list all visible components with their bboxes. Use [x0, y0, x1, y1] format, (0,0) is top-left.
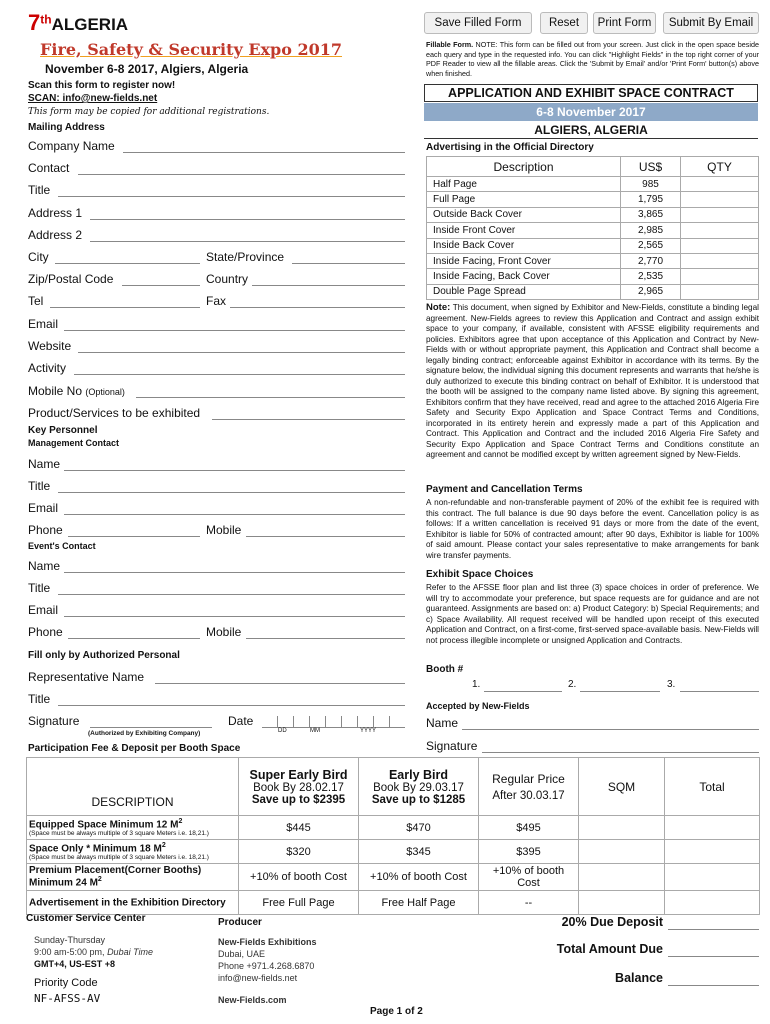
- address1-label: Address 1: [28, 206, 83, 220]
- fee-row: [27, 864, 760, 891]
- company-label: Company Name: [28, 139, 115, 153]
- fax-label: Fax: [206, 294, 227, 308]
- fees-col-total: Total: [665, 758, 760, 816]
- fee-regular: $495: [479, 816, 579, 840]
- fee-early: Free Half Page: [359, 891, 479, 915]
- fees-col-early: [359, 758, 479, 816]
- date-yyyy: YYYY: [360, 728, 377, 734]
- mgmt-contact-heading: Management Contact: [28, 438, 120, 448]
- ad-price: 2,770: [621, 253, 681, 268]
- mgmt-title-label: Title: [28, 479, 51, 493]
- total-due-label: Total Amount Due: [556, 942, 663, 956]
- fee-super-early: $445: [239, 816, 359, 840]
- fee-sqm-field[interactable]: [579, 864, 665, 891]
- ad-row: [427, 192, 759, 207]
- ad-price: 2,565: [621, 238, 681, 253]
- title-label: Title: [28, 183, 51, 197]
- booth-choice-2[interactable]: [580, 691, 660, 692]
- contract-place: ALGIERS, ALGERIA: [424, 122, 758, 139]
- website-label: Website: [28, 339, 72, 353]
- zip-label: Zip/Postal Code: [28, 272, 114, 286]
- ad-description: Inside Front Cover: [427, 223, 621, 238]
- country-field[interactable]: [252, 285, 405, 286]
- priority-code-label: Priority Code: [34, 977, 98, 989]
- event-title-label: Title: [28, 581, 51, 595]
- booth-choice-1[interactable]: [484, 691, 562, 692]
- ad-description: Inside Facing, Back Cover: [427, 269, 621, 284]
- mgmt-name-label: Name: [28, 457, 61, 471]
- title-field[interactable]: [58, 196, 405, 197]
- products-field[interactable]: [212, 419, 405, 420]
- accepted-signature-field[interactable]: [482, 752, 759, 753]
- fee-super-early: +10% of booth Cost: [239, 864, 359, 891]
- ad-row: [427, 238, 759, 253]
- advertising-heading: Advertising in the Official Directory: [426, 142, 594, 153]
- payment-heading: Payment and Cancellation Terms: [426, 484, 583, 495]
- auth-signature-label: Signature: [28, 714, 80, 728]
- booth-choice-1-label: 1.: [472, 679, 481, 690]
- accepted-name-field[interactable]: [462, 729, 759, 730]
- date-mm: MM: [310, 728, 320, 734]
- fax-field[interactable]: [230, 307, 405, 308]
- producer-company: New-Fields Exhibitions: [218, 937, 317, 947]
- expo-title: Fire, Safety & Security Expo 2017: [40, 40, 343, 59]
- fee-desc-sup: 2: [161, 841, 166, 849]
- ad-price: 2,965: [621, 284, 681, 299]
- ad-price: 2,535: [621, 269, 681, 284]
- fee-early: +10% of booth Cost: [359, 864, 479, 891]
- total-due-field[interactable]: [668, 956, 759, 957]
- event-name-field[interactable]: [64, 572, 405, 573]
- ad-qty-field[interactable]: [681, 238, 759, 253]
- fee-regular: --: [479, 891, 579, 915]
- mgmt-phone-field[interactable]: [68, 536, 200, 537]
- ad-price: 2,985: [621, 223, 681, 238]
- edition-suffix: th: [40, 12, 52, 27]
- authorized-heading: Fill only by Authorized Personal: [28, 650, 180, 661]
- mgmt-title-field[interactable]: [58, 492, 405, 493]
- auth-date-field[interactable]: [262, 716, 405, 728]
- fee-row: [27, 816, 760, 840]
- mgmt-mobile-label: Mobile: [206, 523, 242, 537]
- fees-col-regular: [479, 758, 579, 816]
- csc-days: Sunday-Thursday: [34, 935, 106, 945]
- event-phone-field[interactable]: [68, 638, 200, 639]
- ad-description: Inside Back Cover: [427, 238, 621, 253]
- edition-number: 7: [28, 10, 41, 35]
- country-title: ALGERIA: [51, 15, 129, 34]
- ad-price: 3,865: [621, 207, 681, 222]
- regular-date: After 30.03.17: [492, 789, 565, 802]
- fee-description: [27, 864, 239, 891]
- ad-qty-field[interactable]: [681, 284, 759, 299]
- balance-field[interactable]: [668, 985, 759, 986]
- fee-row: [27, 891, 760, 915]
- fee-total-field[interactable]: [665, 816, 760, 840]
- address2-field[interactable]: [90, 241, 405, 242]
- csc-heading: Customer Service Center: [26, 913, 146, 924]
- super-early-date: Book By 28.02.17: [253, 781, 344, 794]
- scan-note: Scan this form to register now!: [28, 80, 176, 91]
- ad-qty-field[interactable]: [681, 177, 759, 192]
- csc-hours-text: 9:00 am-5:00 pm,: [34, 947, 105, 957]
- header-title: [28, 10, 128, 36]
- producer-phone: Phone +971.4.268.6870: [218, 961, 315, 971]
- fees-col-super-early: [239, 758, 359, 816]
- state-label: State/Province: [206, 250, 285, 264]
- choices-heading: Exhibit Space Choices: [426, 569, 534, 580]
- fee-desc-sup: 2: [97, 876, 102, 884]
- ad-qty-field[interactable]: [681, 253, 759, 268]
- event-email-field[interactable]: [64, 616, 405, 617]
- ad-description: Double Page Spread: [427, 284, 621, 299]
- fee-desc-text: Space Only * Minimum 18 M: [29, 843, 162, 855]
- fee-row: [27, 840, 760, 864]
- fee-total-field[interactable]: [665, 864, 760, 891]
- auth-title-field[interactable]: [58, 705, 405, 706]
- scan-email[interactable]: SCAN: info@new-fields.net: [28, 93, 158, 104]
- fee-super-early: $320: [239, 840, 359, 864]
- ad-col-price: US$: [621, 157, 681, 177]
- fee-sqm-field[interactable]: [579, 816, 665, 840]
- accepted-signature-label: Signature: [426, 739, 478, 753]
- fee-desc-note: (Space must be always multiple of 3 square Meters i.e. 18,21.): [29, 854, 209, 862]
- ad-qty-field[interactable]: [681, 192, 759, 207]
- auth-signature-field[interactable]: [90, 727, 212, 728]
- fillable-note: [426, 40, 759, 78]
- balance-label: Balance: [615, 971, 663, 985]
- fees-col-sqm: SQM: [579, 758, 665, 816]
- optional-note: (Optional): [85, 387, 125, 397]
- key-personnel-heading: Key Personnel: [28, 425, 98, 436]
- fee-description: [27, 891, 239, 915]
- email-field[interactable]: [64, 330, 405, 331]
- ad-row: [427, 177, 759, 192]
- fee-early: $470: [359, 816, 479, 840]
- ad-row: [427, 284, 759, 299]
- save-filled-form-button[interactable]: Save Filled Form: [424, 12, 532, 34]
- regular-title: Regular Price: [492, 771, 565, 786]
- contract-dates: 6-8 November 2017: [424, 103, 758, 121]
- rep-name-label: Representative Name: [28, 670, 145, 684]
- contact-label: Contact: [28, 161, 70, 175]
- ad-row: [427, 269, 759, 284]
- ad-col-description: Description: [427, 157, 621, 177]
- producer-email[interactable]: info@new-fields.net: [218, 973, 298, 983]
- early-title: Early Bird: [388, 767, 449, 782]
- activity-field[interactable]: [74, 374, 405, 375]
- ad-qty-field[interactable]: [681, 223, 759, 238]
- ad-row: [427, 253, 759, 268]
- fee-desc-sup: 2: [178, 817, 183, 825]
- fee-super-early: Free Full Page: [239, 891, 359, 915]
- products-label: Product/Services to be exhibited: [28, 406, 201, 420]
- company-field[interactable]: [123, 152, 405, 153]
- print-form-button[interactable]: Print Form: [593, 12, 656, 34]
- note-paragraph: [426, 303, 759, 461]
- zip-field[interactable]: [122, 285, 200, 286]
- early-date: Book By 29.03.17: [373, 781, 464, 794]
- early-save: Save up to $1285: [371, 793, 466, 806]
- booth-choice-3-label: 3.: [667, 679, 676, 690]
- fee-early: $345: [359, 840, 479, 864]
- ad-price: 1,795: [621, 192, 681, 207]
- fillable-label: Fillable Form.: [426, 40, 474, 49]
- ad-description: Full Page: [427, 192, 621, 207]
- mgmt-email-label: Email: [28, 501, 59, 515]
- activity-label: Activity: [28, 361, 67, 375]
- contract-title: APPLICATION AND EXHIBIT SPACE CONTRACT: [424, 84, 758, 102]
- address2-label: Address 2: [28, 228, 83, 242]
- fee-total-field[interactable]: [665, 840, 760, 864]
- fee-sqm-field[interactable]: [579, 840, 665, 864]
- fee-desc-text: Equipped Space Minimum 12 M: [29, 819, 179, 831]
- csc-gmt: GMT+4, US-EST +8: [34, 959, 116, 969]
- tel-field[interactable]: [50, 307, 200, 308]
- booth-choice-2-label: 2.: [568, 679, 577, 690]
- ad-col-qty: QTY: [681, 157, 759, 177]
- event-dates: November 6-8 2017, Algiers, Algeria: [45, 62, 249, 76]
- fillable-text: NOTE: This form can be filled out from your screen. Just click in the open space beside each query and type in the requested info. You can click "Highlight Fields" in the top right corner of your PDF Reader to view all the fillable areas. Click the 'Submit by Email' and/or 'Print Form' button(s) above when finished.: [426, 40, 759, 78]
- event-mobile-field[interactable]: [246, 638, 405, 639]
- page-number: Page 1 of 2: [370, 1006, 423, 1017]
- mobile-field[interactable]: [136, 397, 405, 398]
- fee-regular: +10% of booth Cost: [479, 864, 579, 891]
- event-email-label: Email: [28, 603, 59, 617]
- authorized-by-note: (Authorized by Exhibiting Company): [88, 730, 201, 737]
- choices-text: Refer to the AFSSE floor plan and list three (3) space choices in order of preference. We will try to accommodate your preference, but space requests are for guidance and are not guaranteed. Assignments are based on: a) Product Category: b) Special Requirements; and c) Space Availability. All request received will be handled upon receipt of this executed Application and Contract, on a first-come, first-served space-available basis. New-Fields will not process illegible incomplete or unsigned Application and Contracts.: [426, 583, 759, 645]
- csc-timezone: Dubai Time: [107, 947, 153, 957]
- copy-note: This form may be copied for additional registrations.: [28, 107, 270, 117]
- priority-code-value: NF-AFSS-AV: [34, 992, 101, 1005]
- rep-name-field[interactable]: [155, 683, 405, 684]
- fees-col-description: DESCRIPTION: [27, 758, 239, 816]
- fee-desc-text: Advertisement in the Exhibition Directory: [29, 897, 226, 909]
- super-early-save: Save up to $2395: [251, 793, 346, 806]
- fee-regular: $395: [479, 840, 579, 864]
- ad-price: 985: [621, 177, 681, 192]
- ad-description: Inside Facing, Front Cover: [427, 253, 621, 268]
- ad-description: Outside Back Cover: [427, 207, 621, 222]
- super-early-title: Super Early Bird: [249, 767, 348, 782]
- booth-label: Booth #: [426, 664, 464, 675]
- fee-total-field[interactable]: [665, 891, 760, 915]
- ad-qty-field[interactable]: [681, 207, 759, 222]
- due-deposit-label: 20% Due Deposit: [561, 915, 663, 929]
- accepted-name-label: Name: [426, 716, 459, 730]
- events-contact-heading: Event's Contact: [28, 541, 96, 551]
- mobile-label: [28, 384, 125, 398]
- fees-table: [26, 757, 760, 915]
- accepted-heading: Accepted by New-Fields: [426, 701, 530, 711]
- contact-field[interactable]: [78, 174, 405, 175]
- event-phone-label: Phone: [28, 625, 63, 639]
- mgmt-name-field[interactable]: [64, 470, 405, 471]
- producer-web[interactable]: New-Fields.com: [218, 995, 287, 1005]
- state-field[interactable]: [292, 263, 405, 264]
- auth-date-label: Date: [228, 714, 254, 728]
- website-field[interactable]: [78, 352, 405, 353]
- ad-row: [427, 223, 759, 238]
- ad-qty-field[interactable]: [681, 269, 759, 284]
- event-mobile-label: Mobile: [206, 625, 242, 639]
- advertising-table: [426, 156, 759, 300]
- address1-field[interactable]: [90, 219, 405, 220]
- city-field[interactable]: [55, 263, 200, 264]
- mgmt-email-field[interactable]: [64, 514, 405, 515]
- producer-heading: Producer: [218, 917, 262, 928]
- mailing-heading: Mailing Address: [28, 122, 105, 133]
- fee-description: [27, 840, 239, 864]
- date-dd: DD: [278, 728, 287, 734]
- producer-city: Dubai, UAE: [218, 949, 266, 959]
- fees-heading: Participation Fee & Deposit per Booth Space: [28, 743, 241, 754]
- country-label: Country: [206, 272, 249, 286]
- ad-row: [427, 207, 759, 222]
- ad-description: Half Page: [427, 177, 621, 192]
- tel-label: Tel: [28, 294, 44, 308]
- mobile-label-text: Mobile No: [28, 384, 83, 398]
- event-name-label: Name: [28, 559, 61, 573]
- due-deposit-field[interactable]: [668, 929, 759, 930]
- fee-sqm-field[interactable]: [579, 891, 665, 915]
- csc-hours: [34, 947, 153, 957]
- submit-by-email-button[interactable]: Submit By Email: [663, 12, 759, 34]
- payment-text: A non-refundable and non-transferable payment of 20% of the exhibit fee is required with this contract. The full balance is due 90 days before the event. Cancellation policy is as follows: If a written cancellation is received 91 days or more from the date of the event, Exhibitor is liable for 50% of contracted amount; after 90 days, Exhibitor is liable for 100% of said amount. Please contact your sales representative to make arrangements for bank wire transfer payments.: [426, 498, 759, 560]
- city-label: City: [28, 250, 49, 264]
- auth-title-label: Title: [28, 692, 51, 706]
- fee-desc-note: (Space must be always multiple of 3 square Meters i.e. 18,21.): [29, 830, 209, 838]
- mgmt-phone-label: Phone: [28, 523, 63, 537]
- note-text: This document, when signed by Exhibitor and New-Fields, constitute a binding legal agreement. New-Fields agrees to review this Application and Contract and assign exhibit space to your company, if available, consistent with AFSSE eligibility requirements and policies. Exhibitors agree that upon acceptance of this Application and Contract by New-Fields with or without appropriate payment, this Application and Contract shall become a legally binding contract; enforceable against Exhibitor in accordance with its terms. By the signature below, the individual signing this document represents and warrants that he/she is duly authorized to execute this binding contract on behalf of Exhibitor. It is understood that the booth will be assigned to the company name listed above. By signing this agreement, Exhibitors confirm that they have received, read and agree to the attached 2016 Algeria Fire Safety and Security Expo Application and Space Contract Terms and Conditions, incorporated in its entirety herein and expressly made a part of this Application and Contract. This Application and Contract and the included 2016 Algeria Fire Safety and Security Expo Application and Space Contract Terms and Conditions constitute an agreement and cannot be modified except by written agreement signed by New-Fields.: [426, 303, 759, 459]
- event-title-field[interactable]: [58, 594, 405, 595]
- note-label: Note:: [426, 302, 451, 313]
- booth-choice-3[interactable]: [680, 691, 759, 692]
- email-label: Email: [28, 317, 59, 331]
- fee-description: [27, 816, 239, 840]
- mgmt-mobile-field[interactable]: [246, 536, 405, 537]
- fee-desc-text: Premium Placement(Corner Booths) Minimum 24 M: [29, 865, 202, 889]
- reset-button[interactable]: Reset: [540, 12, 588, 34]
